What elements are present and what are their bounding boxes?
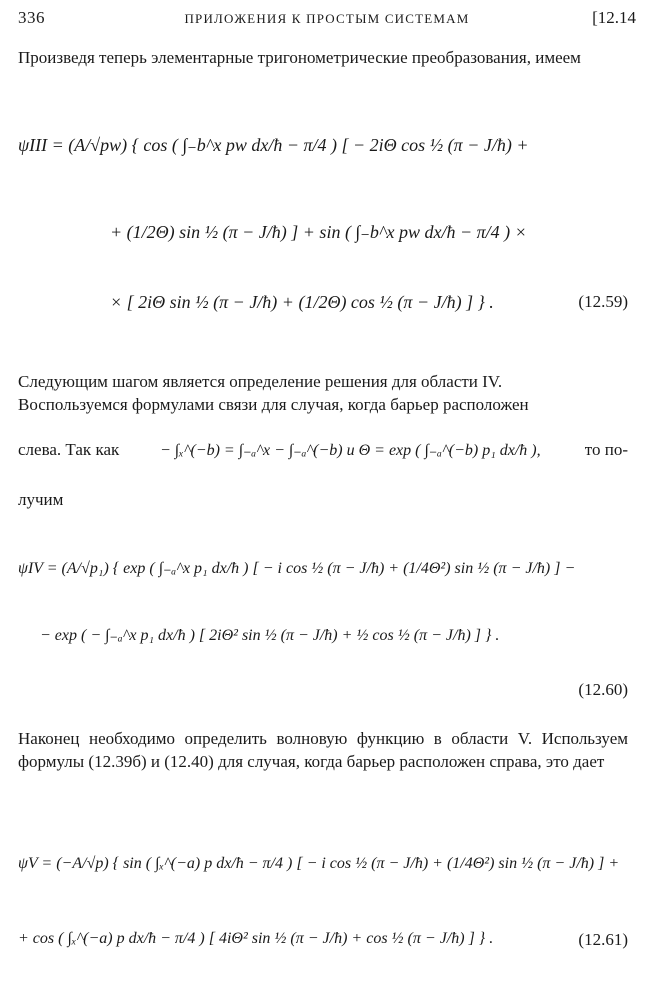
paragraph-region-iv-line-2: Воспользуемся формулами связи для случая, когда барьер расположен — [18, 395, 529, 414]
equation-12-61-line-2: + cos ( ∫ₓ^(−a) p dx/ħ − π/4 ) [ 4iΘ² sin ½ (π − J/ħ) + cos ½ (π − J/ħ) ] } . — [18, 930, 494, 947]
paragraph-region-iv-line-1: Следующим шагом является определение решения для области IV. — [18, 372, 503, 391]
page-header — [18, 8, 636, 32]
paragraph-region-v: Наконец необходимо определить волновую функцию в области V. Используем формулы (12.39б) и (12.40) для случая, когда барьер расположен справа, это дает — [18, 729, 628, 771]
section-number: [12.14 — [592, 8, 636, 27]
paragraph-region-iv-lead: слева. Так как — [18, 440, 120, 459]
running-title: ПРИЛОЖЕНИЯ К ПРОСТЫМ СИСТЕМАМ — [184, 11, 470, 26]
equation-number-12-59: (12.59) — [578, 292, 628, 311]
paragraph-region-iv-trail: то по- — [584, 440, 628, 459]
page-number: 336 — [18, 8, 45, 27]
paragraph-intro: Произведя теперь элементарные тригонометрические преобразования, имеем — [18, 48, 581, 67]
equation-number-12-60: (12.60) — [578, 680, 628, 699]
equation-12-60-line-2: − exp ( − ∫₋ₐ^x p₁ dx/ħ ) [ 2iΘ² sin ½ (π − J/ħ) + ½ cos ½ (π − J/ħ) ] } . — [40, 627, 500, 644]
equation-12-59-line-3: × [ 2iΘ sin ½ (π − J/ħ) + (1/2Θ) cos ½ (π − J/ħ) ] } . — [110, 292, 494, 312]
equation-12-60-line-1: ψIV = (A/√p₁) { exp ( ∫₋ₐ^x p₁ dx/ħ ) [ − i cos ½ (π − J/ħ) + (1/4Θ²) sin ½ (π − J/ħ) ] − — [18, 560, 576, 577]
equation-12-59-line-2: + (1/2Θ) sin ½ (π − J/ħ) ] + sin ( ∫₋b^x pw dx/ħ − π/4 ) × — [110, 222, 527, 242]
equation-12-61-line-1: ψV = (−A/√p) { sin ( ∫ₓ^(−a) p dx/ħ − π/4 ) [ − i cos ½ (π − J/ħ) + (1/4Θ²) sin ½ (π − J/ħ) ] + — [18, 855, 620, 872]
equation-12-59-line-1: ψIII = (A/√pw) { cos ( ∫₋b^x pw dx/ħ − π/4 ) [ − 2iΘ cos ½ (π − J/ħ) + — [18, 135, 529, 155]
paragraph-region-iv-end: лучим — [18, 490, 64, 509]
equation-number-12-61: (12.61) — [578, 930, 628, 949]
inline-formula-integral-relation: − ∫ₓ^(−b) = ∫₋ₐ^x − ∫₋ₐ^(−b) и Θ = exp ( ∫₋ₐ^(−b) p₁ dx/ħ ), — [160, 442, 541, 459]
